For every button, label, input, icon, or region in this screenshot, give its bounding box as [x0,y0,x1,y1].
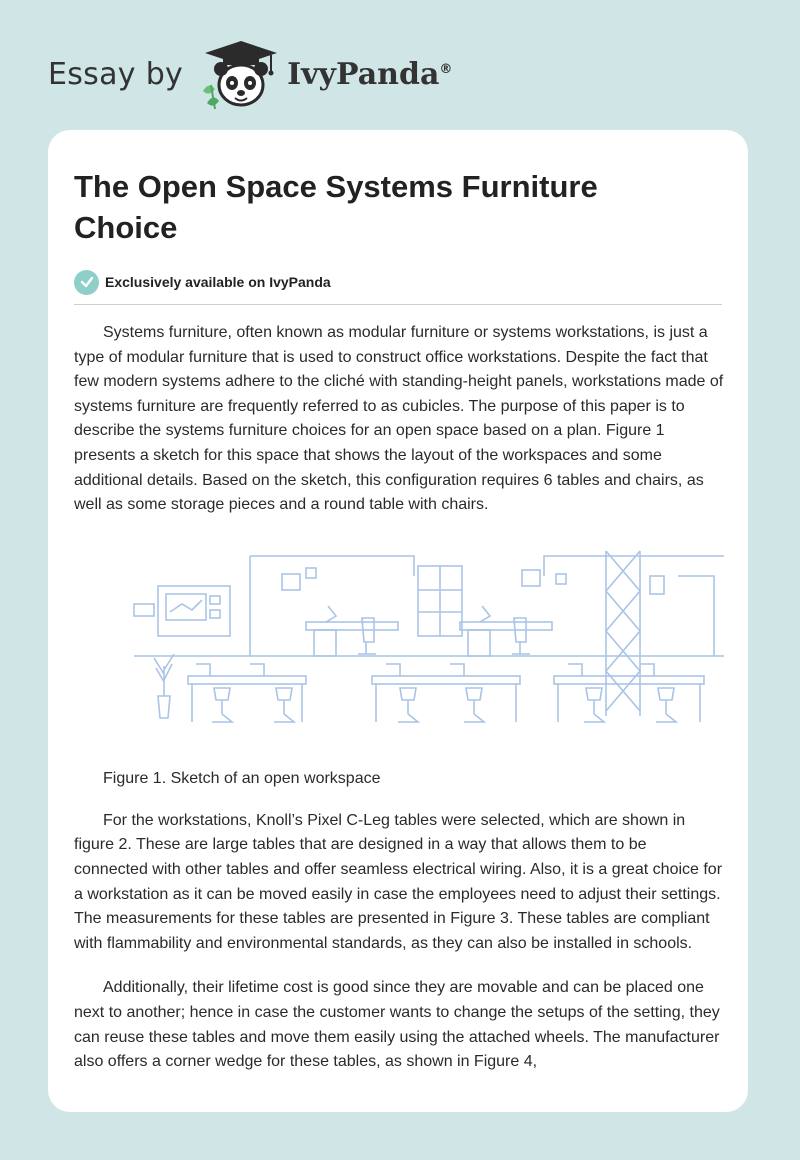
essay-by-label: Essay by [48,56,184,92]
essay-card [48,130,748,1112]
workspace-sketch-figure [74,546,724,736]
exclusive-badge-text: Exclusively available on IvyPanda [105,274,331,290]
panda-logo-icon[interactable] [197,35,281,113]
paragraph-3: Additionally, their lifetime cost is good since they are movable and can be placed one next to another; hence in case the customer wants to change the setups of the setting, they can reuse these tables and move them easily using the attached wheels. The manufacturer also offers a corner wedge for these tables, as shown in Figure 4, [74,979,720,1071]
figure-caption: Figure 1. Sketch of an open workspace [103,769,381,787]
paragraph-1: Systems furniture, often known as modular furniture or systems workstations, is just a type of modular furniture that is used to construct office workstations. Despite the fact that few modern systems adhere to the cliché with standing-height panels, workstations made of systems furniture are frequently referred to as cubicles. The purpose of this paper is to describe the systems furniture choices for an open space based on a plan. Figure 1 presents a sketch for this space that shows the layout of the workspaces and some additional details. Based on the sketch, this configuration requires 6 tables and chairs, as well as some storage pieces and a round table with chairs. [74,324,724,514]
site-header [48,34,508,114]
exclusive-badge [74,268,722,296]
paragraph-2: For the workstations, Knoll’s Pixel C-Leg tables were selected, which are shown in figure 2. These are large tables that are designed in a way that allows them to be connected with other tables and offer seamless electrical wiring. Also, it is a great choice for a workstation as it can be moved easily in case the employees need to adjust their settings. The measurements for these tables are presented in Figure 3. These tables are compliant with flammability and environmental standards, as they can also be installed in schools. [74,811,723,952]
divider [74,304,722,305]
brand-name[interactable]: IvyPanda® [287,56,453,92]
registered-mark: ® [439,61,453,77]
page-title: The Open Space Systems Furniture Choice [74,169,598,245]
check-icon [74,270,99,295]
